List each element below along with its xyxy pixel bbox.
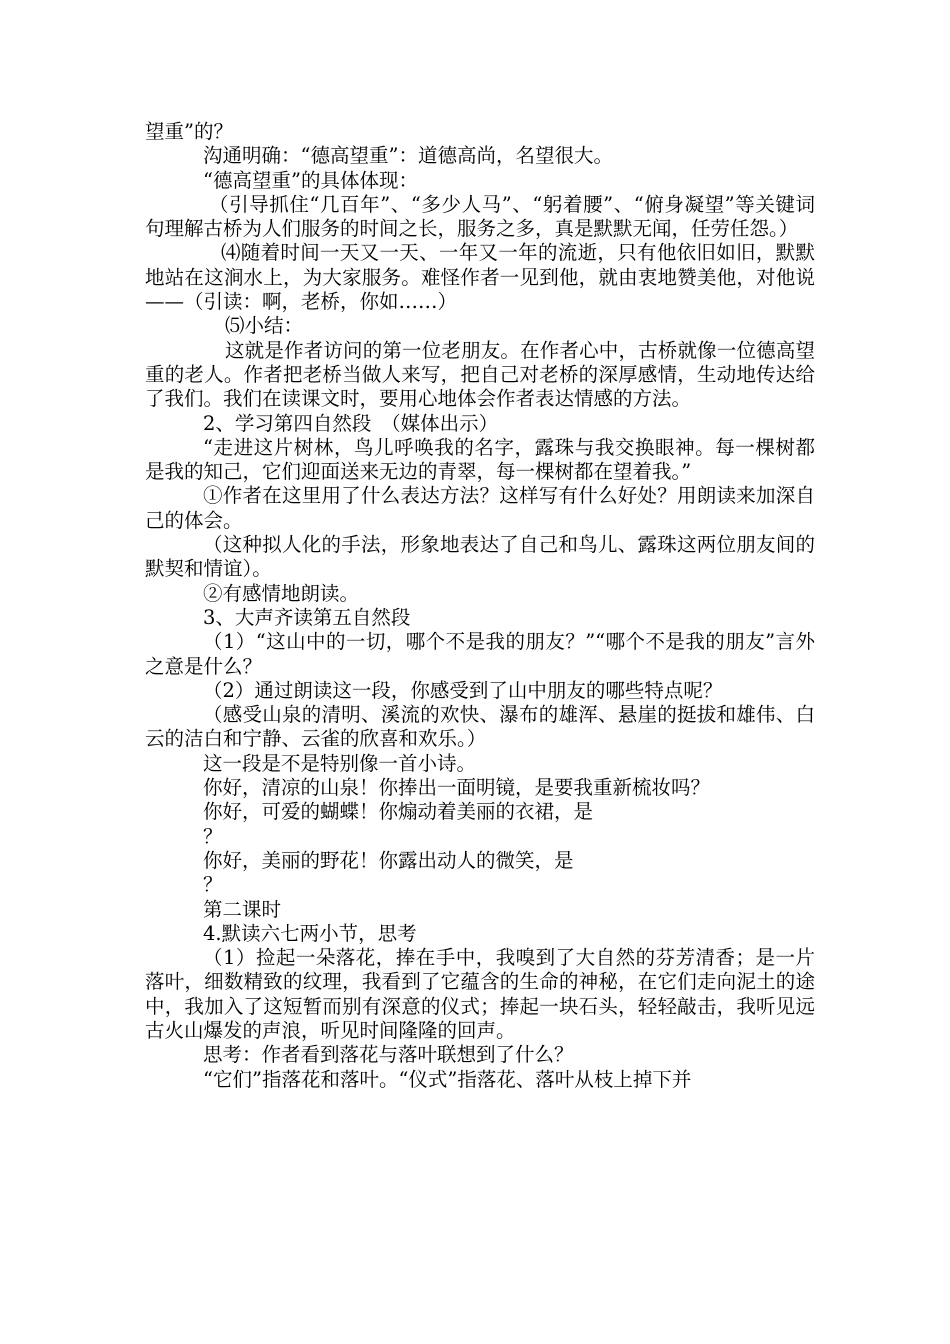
paragraph: 思考：作者看到落花与落叶联想到了什么？ xyxy=(203,1043,574,1067)
paragraph: ⑸小结： xyxy=(225,314,304,338)
paragraph: ？ xyxy=(203,824,223,848)
paragraph: “德高望重”的具体体现： xyxy=(203,168,418,192)
document-page xyxy=(145,120,815,1092)
paragraph: ⑷随着时间一天又一天、一年又一年的流逝，只有他依旧如旧，默默地站在这涧水上，为大家服务。难怪作者一见到他，就由衷地赞美他，对他说——（引读：啊，老桥，你如……） xyxy=(145,241,815,314)
paragraph: 4.默读六七两小节，思考 xyxy=(203,921,417,945)
paragraph: （感受山泉的清明、溪流的欢快、瀑布的雄浑、悬崖的挺拔和雄伟、白云的洁白和宁静、云雀的欣喜和欢乐。） xyxy=(145,703,815,751)
paragraph: （1）“这山中的一切，哪个不是我的朋友？”“哪个不是我的朋友”言外之意是什么？ xyxy=(145,630,815,678)
paragraph: 望重”的？ xyxy=(145,120,233,143)
paragraph: ①作者在这里用了什么表达方法？这样写有什么好处？用朗读来加深自己的体会。 xyxy=(145,484,815,532)
paragraph: ②有感情地朗读。 xyxy=(203,581,360,605)
paragraph: （1）捡起一朵落花，捧在手中，我嗅到了大自然的芬芳清香；是一片落叶，细数精致的纹理，我看到了它蕴含的生命的神秘，在它们走向泥土的途中，我加入了这短暂而别有深意的仪式；捧起一块石头，轻轻敲击，我听见远古火山爆发的声浪，听见时间隆隆的回声。 xyxy=(145,946,815,1042)
paragraph: 这一段是不是特别像一首小诗。 xyxy=(203,751,477,775)
paragraph: （引导抓住“几百年”、“多少人马”、“躬着腰”、“俯身凝望”等关键词句理解古桥为人们服务的时间之长，服务之多，真是默默无闻，任劳任怨。） xyxy=(145,192,815,241)
paragraph: 沟通明确：“德高望重”：道德高尚，名望很大。 xyxy=(203,144,613,168)
paragraph: 这就是作者访问的第一位老朋友。在作者心中，古桥就像一位德高望重的老人。作者把老桥当做人来写，把自己对老桥的深厚感情，生动地传达给了我们。我们在读课文时，要用心地体会作者表达情感的方法。 xyxy=(145,338,815,411)
paragraph: ？ xyxy=(203,873,223,897)
paragraph: 3、大声齐读第五自然段 xyxy=(203,605,411,629)
paragraph: （2）通过朗读这一段，你感受到了山中朋友的哪些特点呢？ xyxy=(203,678,723,702)
paragraph: 你好，清凉的山泉！你捧出一面明镜，是要我重新梳妆吗？ xyxy=(203,776,711,800)
section-heading: 第二课时 xyxy=(203,897,282,921)
paragraph: 2、学习第四自然段 （媒体出示） xyxy=(203,411,499,435)
paragraph: “它们”指落花和落叶。“仪式”指落花、落叶从枝上掉下并 xyxy=(203,1067,692,1091)
paragraph: 你好，可爱的蝴蝶！你煽动着美丽的衣裙，是 xyxy=(203,800,594,824)
paragraph: （这种拟人化的手法，形象地表达了自己和鸟儿、露珠这两位朋友间的默契和情谊）。 xyxy=(145,533,815,581)
paragraph: 你好，美丽的野花！你露出动人的微笑，是 xyxy=(203,848,574,872)
paragraph: “走进这片树林，鸟儿呼唤我的名字，露珠与我交换眼神。每一棵树都是我的知己，它们迎面送来无边的青翠，每一棵树都在望着我。” xyxy=(145,435,815,484)
